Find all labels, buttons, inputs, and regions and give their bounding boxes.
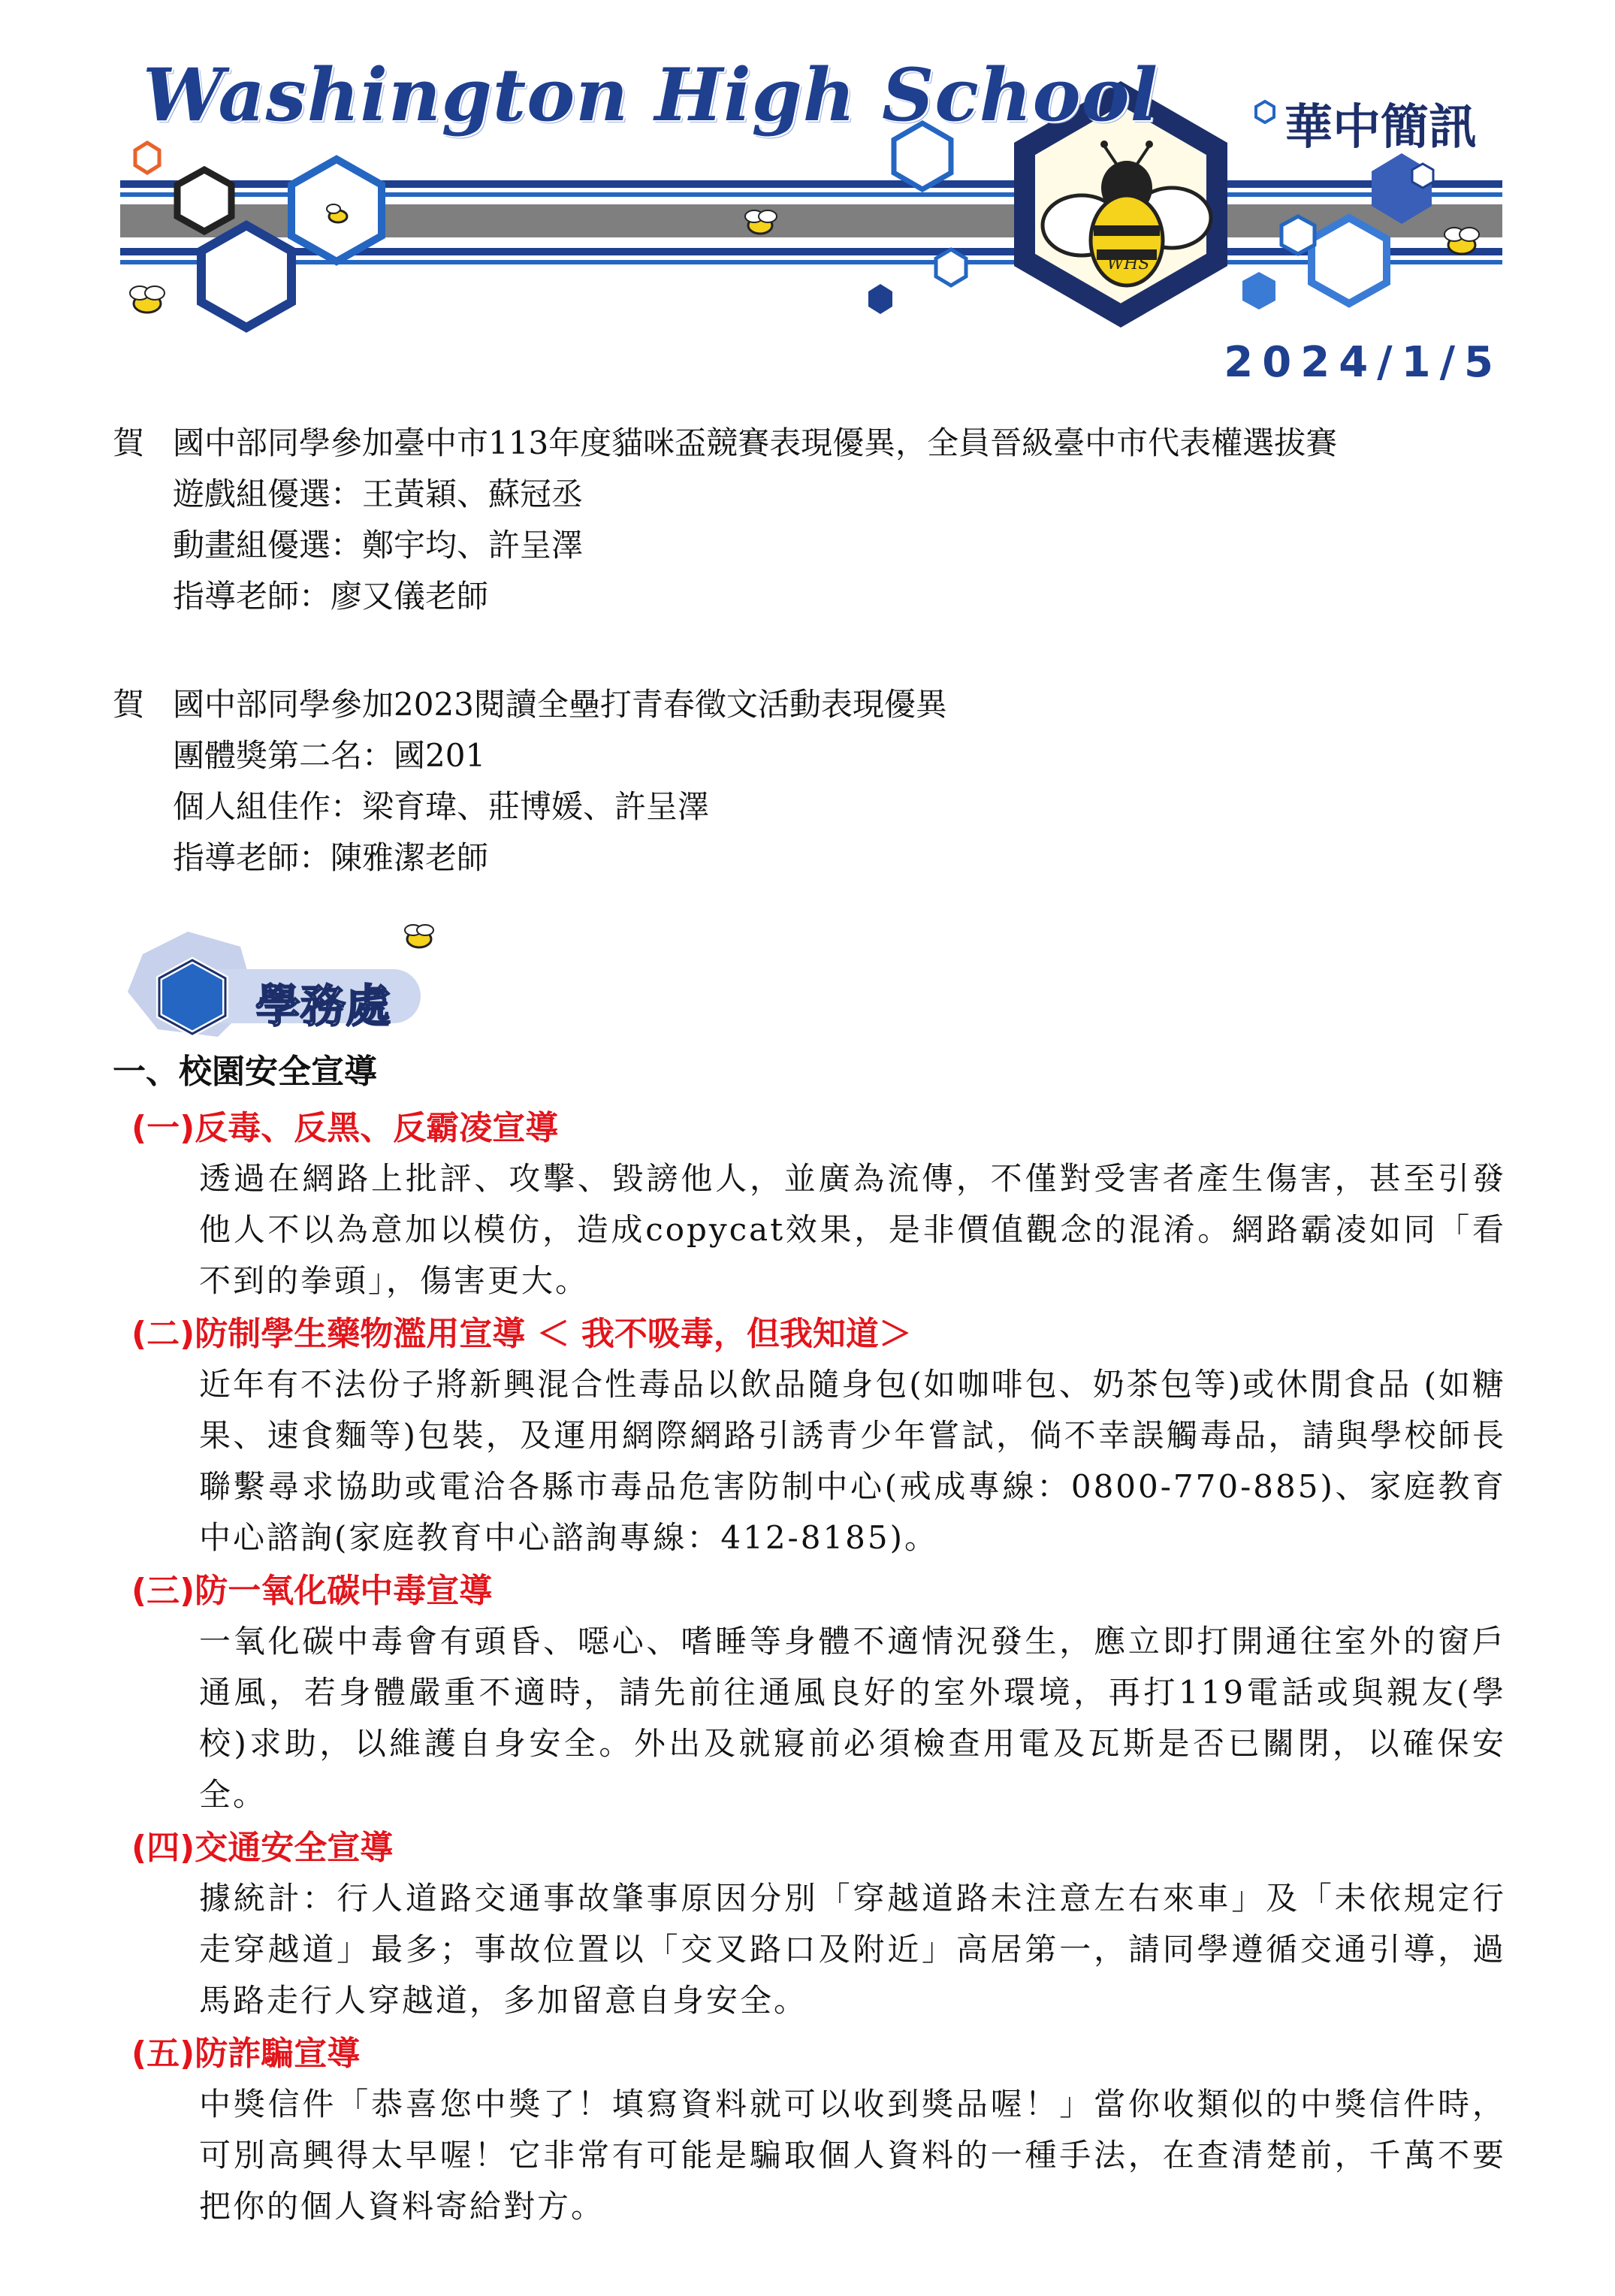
bee-icon	[1444, 228, 1479, 254]
hexagon-shape	[1312, 218, 1387, 304]
department-name: 學務處	[255, 980, 391, 1033]
safety-item	[131, 1823, 1514, 2026]
item-title: (四)交通安全宣導	[131, 1829, 394, 1867]
hexagon-shape	[177, 170, 231, 231]
award-line: 個人組佳作：梁育瑋、莊博媛、許呈澤	[173, 788, 710, 825]
safety-item	[131, 1566, 1514, 1820]
newsletter-name: 華中簡訊	[1284, 100, 1477, 156]
hexagon-shape	[201, 225, 291, 328]
item-title: (二)防制學生藥物濫用宣導 ＜ 我不吸毒，但我知道＞	[131, 1315, 912, 1353]
award-announcement	[113, 679, 1540, 884]
item-body: 一氧化碳中毒會有頭昏、噁心、嗜睡等身體不適情況發生，應立即打開通往室外的窗戶通風，若身體嚴重不適時，請先前往通風良好的室外環境，再打119電話或與親友(學校)求助，以維護自身安全。外出及就寢前必須檢查用電及瓦斯是否已關閉，以確保安全。	[199, 1623, 1506, 1813]
masthead-banner	[0, 0, 1615, 346]
item-title: (三)防一氧化碳中毒宣導	[131, 1572, 493, 1610]
hexagon-shape	[868, 284, 892, 314]
school-name: Washington High School	[143, 53, 1159, 137]
congrats-mark: 賀	[113, 686, 145, 723]
award-title: 國中部同學參加臺中市113年度貓咪盃競賽表現優異，全員晉級臺中市代表權選拔賽	[173, 424, 1338, 461]
safety-item	[131, 1104, 1514, 1307]
hexagon-shape	[1281, 216, 1315, 254]
award-line: 團體獎第二名：國201	[173, 737, 486, 774]
section-heading: 一、校園安全宣導	[113, 1053, 377, 1091]
item-body: 近年有不法份子將新興混合性毒品以飲品隨身包(如咖啡包、奶茶包等)或休閒食品 (如糖果、速食麵等)包裝，及運用網際網路引誘青少年嘗試，倘不幸誤觸毒品，請與學校師長聯繫尋求協助或電洽各縣市毒品危害防制中心(戒成專線：0800-770-885)、家庭教育中心諮詢(家庭教育中心諮詢專線：412-8185)。	[199, 1366, 1506, 1556]
award-line: 遊戲組優選：王黃穎、蘇冠丞	[173, 476, 584, 512]
item-body: 透過在網路上批評、攻擊、毀謗他人，並廣為流傳，不僅對受害者產生傷害，甚至引發他人不以為意加以模仿，造成copycat效果，是非價值觀念的混淆。網路霸凌如同「看不到的拳頭」，傷害更大。	[199, 1160, 1506, 1299]
hexagon-bullet-icon	[1256, 101, 1274, 122]
congrats-mark: 賀	[113, 424, 145, 461]
hexagon-shape	[936, 249, 966, 285]
award-line: 動畫組優選：鄭宇均、許呈澤	[173, 527, 584, 563]
award-line: 指導老師：廖又儀老師	[173, 578, 489, 615]
hexagon-shape	[135, 143, 159, 173]
award-title: 國中部同學參加2023閱讀全壘打青春徵文活動表現優異	[173, 686, 947, 723]
department-badge	[113, 917, 458, 1052]
award-line: 指導老師：陳雅潔老師	[173, 839, 489, 876]
item-body: 據統計：行人道路交通事故肇事原因分別「穿越道路未注意左右來車」及「未依規定行走穿越道」最多；事故位置以「交叉路口及附近」高居第一，請同學遵循交通引導，過馬路走行人穿越道，多加留意自身安全。	[199, 1880, 1506, 2019]
logo-lettering	[1098, 248, 1158, 278]
hexagon-shape	[1412, 164, 1433, 188]
safety-item	[131, 1310, 1514, 1563]
item-title: (一)反毒、反黑、反霸凌宣導	[131, 1109, 559, 1147]
hexagon-shape	[1242, 272, 1275, 310]
award-announcement	[113, 418, 1540, 622]
safety-item	[131, 2029, 1514, 2232]
svg-text:WHS: WHS	[1106, 255, 1150, 273]
safety-items	[131, 1101, 1514, 2232]
item-title: (五)防詐騙宣導	[131, 2035, 361, 2073]
issue-date: 2024/1/5	[1224, 338, 1502, 387]
bee-icon	[405, 925, 433, 947]
item-body: 中獎信件「恭喜您中獎了！填寫資料就可以收到獎品喔！」當你收類似的中獎信件時，可別高興得太早喔！它非常有可能是騙取個人資料的一種手法，在查清楚前，千萬不要把你的個人資料寄給對方。	[199, 2086, 1506, 2225]
bee-icon	[130, 286, 165, 313]
